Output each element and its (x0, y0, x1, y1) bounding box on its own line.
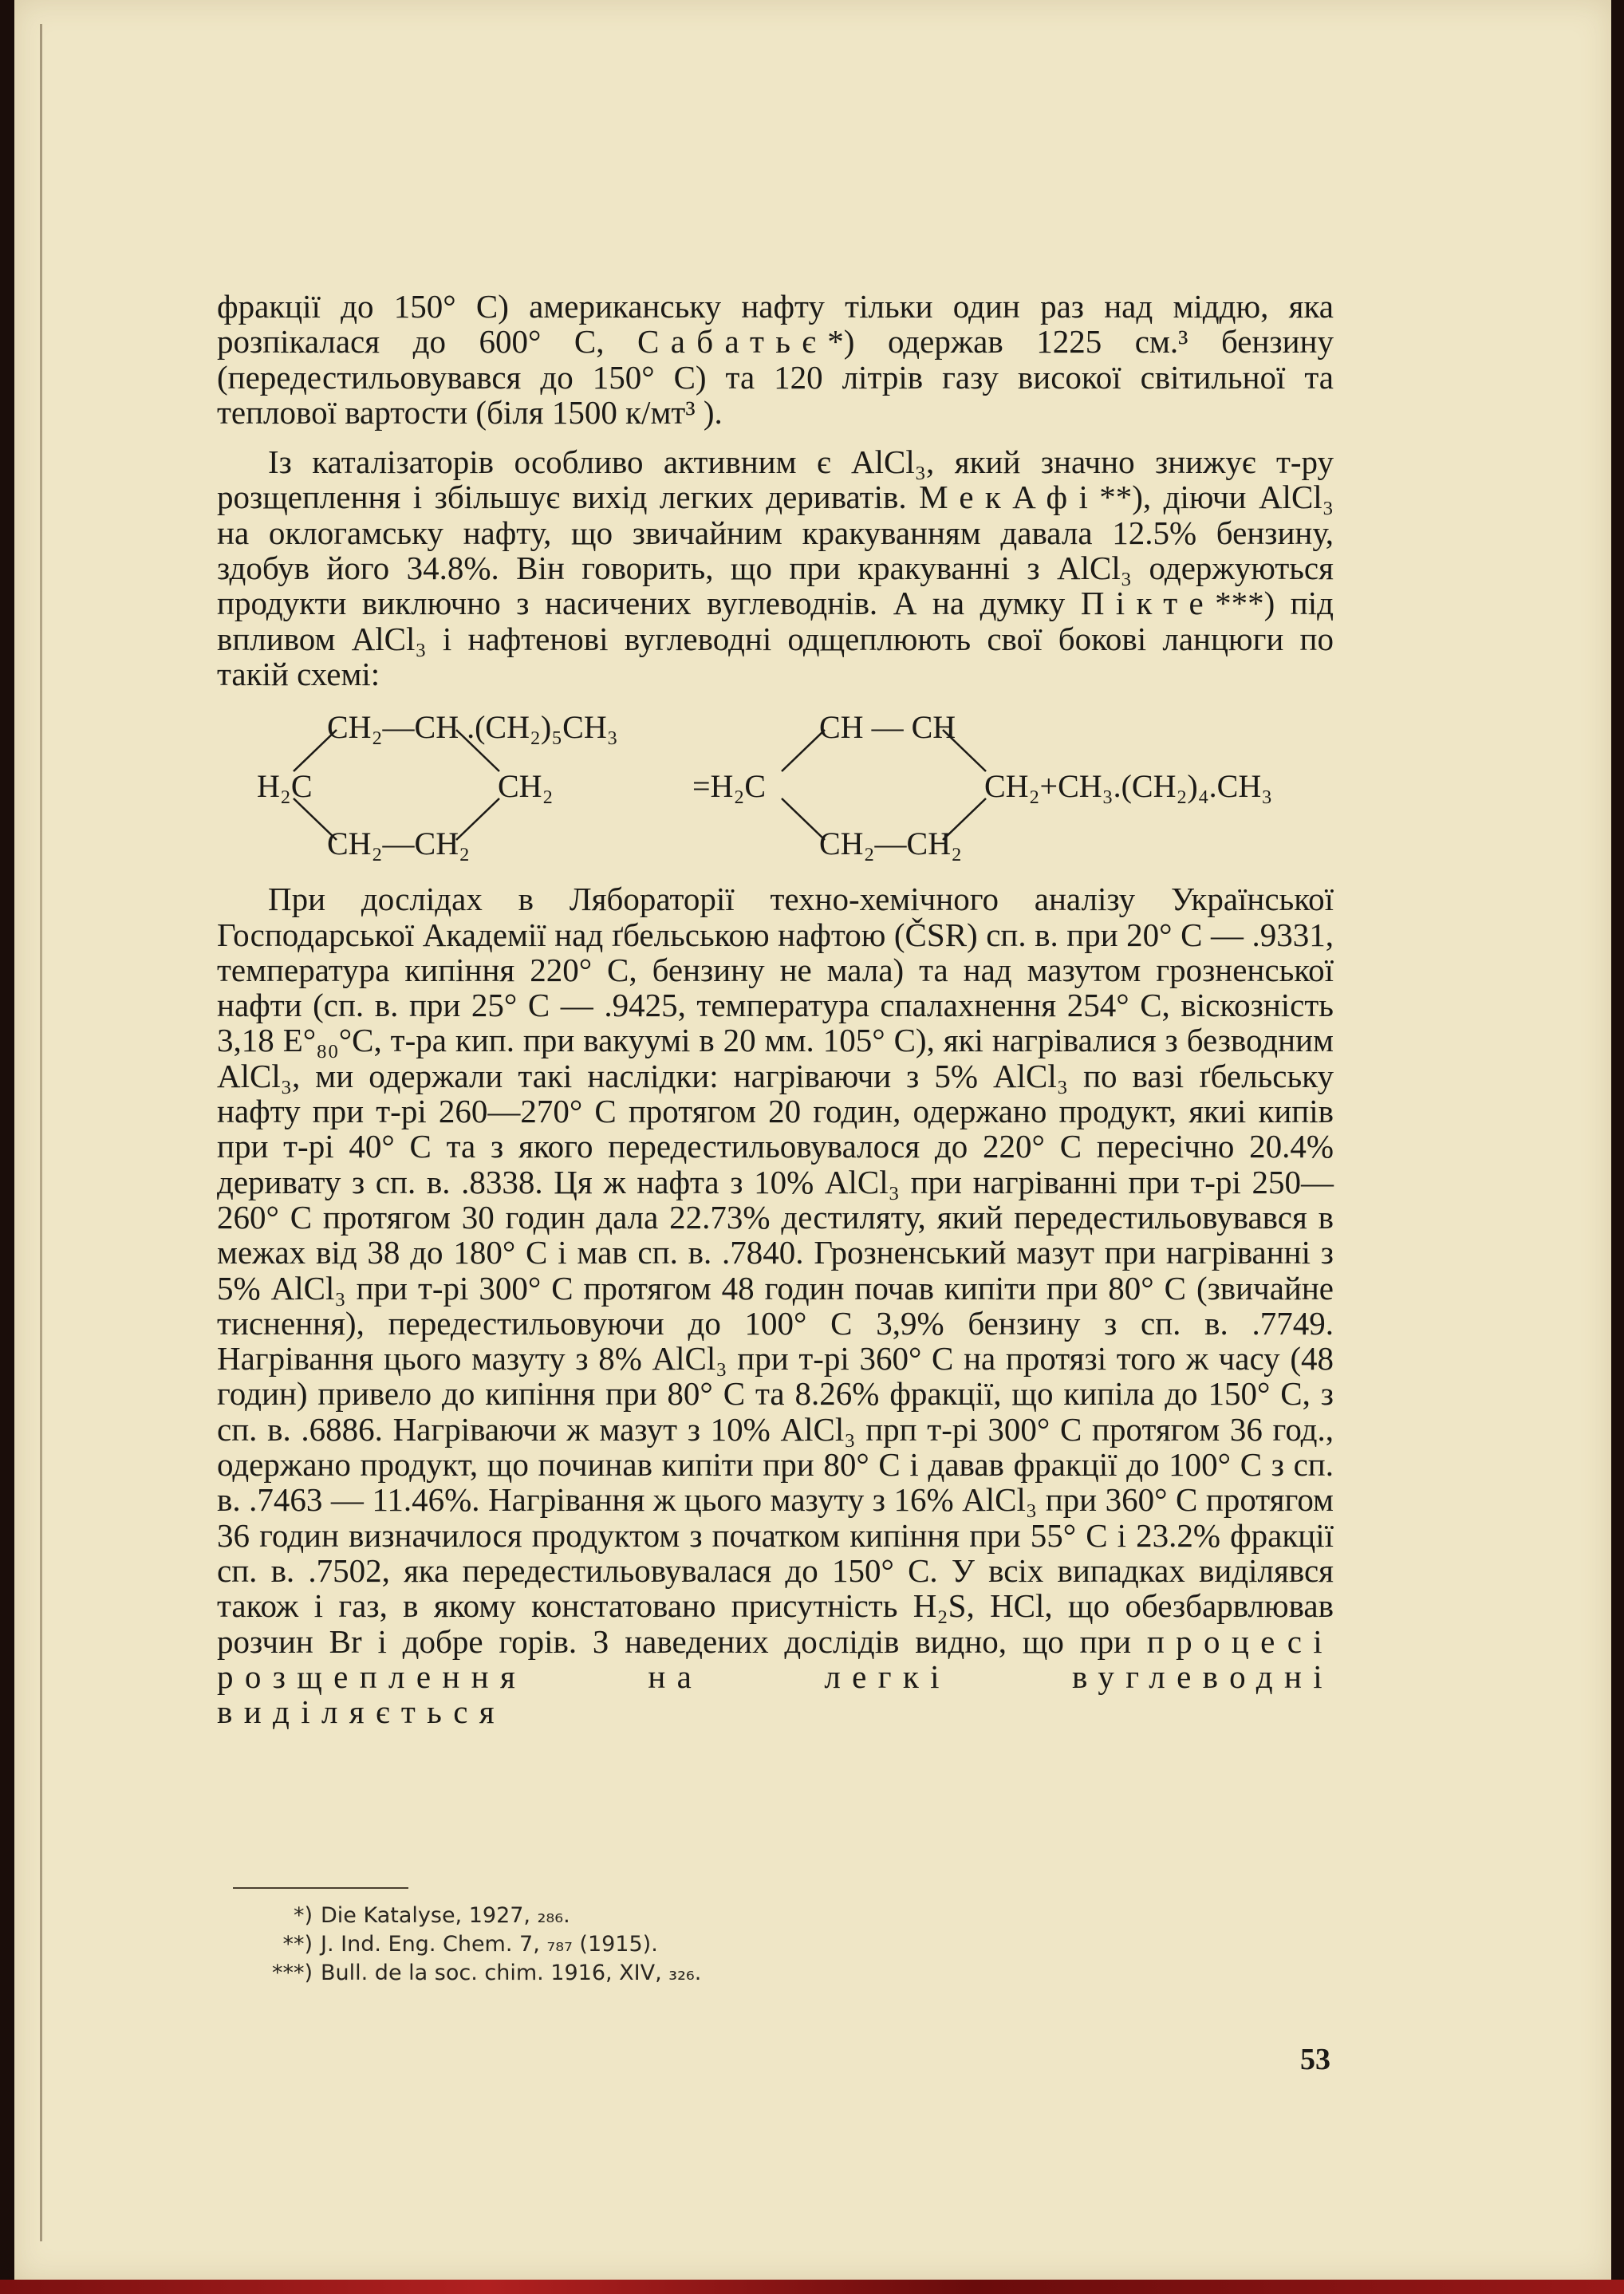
emphasized-phrase: процесі розщеплення на легкі вуглеводні виділяється (217, 1622, 1334, 1731)
bond-line (782, 798, 825, 840)
main-text (217, 289, 1334, 1729)
footnotes (263, 1902, 701, 1988)
left-top-group: CH₂—CH .(CH₂)₅CH₃ (327, 709, 618, 746)
footnote-text: Die Katalyse, 1927, ₂₈₆. (321, 1903, 570, 1928)
footnote-mark: ***) (271, 1961, 313, 1985)
footnote (263, 1959, 701, 1988)
left-bottom-group: CH₂—CH₂ (327, 826, 471, 862)
page-number: 53 (1300, 2043, 1330, 2076)
reaction-scheme-svg (217, 698, 1334, 865)
footnote-rule (233, 1887, 408, 1889)
author-mcafee: МекАфі (919, 479, 1100, 516)
footnote-mark: **) (282, 1932, 313, 1957)
footnote (263, 1930, 701, 1959)
bond-line (294, 730, 337, 771)
right-bottom-group: CH₂—CH₂ (819, 826, 963, 862)
reaction-scheme (217, 698, 1334, 865)
paragraph-2: Із каталізаторів особливо активним є AlCl₃, який значно знижує т-ру розщеплення і збільшує вихід легких дериватів. МекАфі**), діючи AlCl₃ на оклогамську нафту, що звичайним кракуванням давала 12.5% бензину, здобув його 34.8%. Він говорить, що при кракуванні з AlCl₃ одержуються продукти виключно з насичених вуглеводнів. А на думку Пікте***) під впливом AlCl₃ і нафтенові вуглеводні одщеплюють свої бокові ланцюги по такій схемі: (217, 443, 1334, 692)
footnote-mark: *) (293, 1903, 313, 1928)
author-sabatier: Сабатьє (637, 323, 828, 361)
bond-line (294, 798, 337, 840)
right-top-group: CH — CH (819, 709, 956, 746)
bond-line (943, 730, 986, 771)
cover-edge (0, 2280, 1624, 2294)
left-right-group: CH₂ (498, 768, 554, 805)
author-pictet: Пікте (1080, 585, 1216, 622)
bond-line (782, 730, 825, 771)
right-right-group: CH₂+CH₃.(CH₂)₄.CH₃ (984, 768, 1273, 805)
footnote-text: Bull. de la soc. chim. 1916, XIV, ₃₂₆. (321, 1961, 702, 1985)
left-left-group: H₂C (257, 768, 313, 805)
bond-line (456, 798, 499, 840)
footnote (263, 1902, 701, 1930)
footnote-text: J. Ind. Eng. Chem. 7, ₇₈₇ (1915). (321, 1932, 658, 1957)
paragraph-3: При дослідах в Лябораторії техно-хемічного аналізу Української Господарської Академії над ґбельською нафтою (ČSR) сп. в. при 20° С — .9331, температура кипіння 220° С, бензину не мала) та над мазутом грозненської нафти (сп. в. при 25° С — .9425, температура спалахнення 254° С, віскозність 3,18 E°₈₀°C, т-ра кип. при вакуумі в 20 мм. 105° С), які нагрівалися з безводним AlCl₃, ми одержали такі наслідки: нагріваючи з 5% AlCl₃ по вазі ґбельську нафту при т-рі 260—270° С протягом 20 годин, одержано продукт, якиі кипів при т-рі 40° С та з якого передестильовувалося до 220° С пересічно 20.4% деривату з сп. в. .8338. Ця ж нафта з 10% AlCl₃ при нагріванні при т-рі 250—260° С протягом 30 годин дала 22.73% дестиляту, який передестильовувався в межах від 38 до 180° С і мав сп. в. .7840. Грозненський мазут при нагріванні з 5% AlCl₃ при т-рі 300° С протягом 48 годин почав кипіти при 80° С (звичайне тиснення), передестильовуючи до 100° С 3,9% бензину з сп. в. .7749. Нагрівання цього мазуту з 8% AlCl₃ при т-рі 360° С на протязі того ж часу (48 годин) привело до кипіння при 80° С та 8.26% фракції, що кипіла до 150° С, з сп. в. .6886. Нагріваючи ж мазут з 10% AlCl₃ прп т-рі 300° С протягом 36 год., одержано продукт, що починав кипіти при 80° С і давав фракції до 100° С з сп. в. .7463 — 11.46%. Нагрівання ж цього мазуту з 16% AlCl₃ при 360° С протягом 36 годин визначилося продуктом з початком кипіння при 55° С і 23.2% фракції сп. в. .7502, яка передестильовувалася до 150° С. У всіх випадках виділявся також і газ, в якому констатовано присутність H₂S, HCl, що обезбарвлював розчин Br і добре горів. З наведених дослідів видно, що при процесі розщеплення на легкі вуглеводні виділяється (217, 881, 1334, 1731)
paragraph-1: фракції до 150° С) американську нафту тільки один раз над міддю, яка розпікалася до 600° С, Сабатьє*) одержав 1225 см.³ бензину (передестильовувався до 150° С) та 120 літрів газу високої світильної та теплової вартости (біля 1500 к/мт³ ). (217, 288, 1334, 431)
bond-line (943, 798, 986, 840)
right-left-group: =H₂C (692, 768, 767, 805)
gutter-line (40, 24, 42, 2241)
